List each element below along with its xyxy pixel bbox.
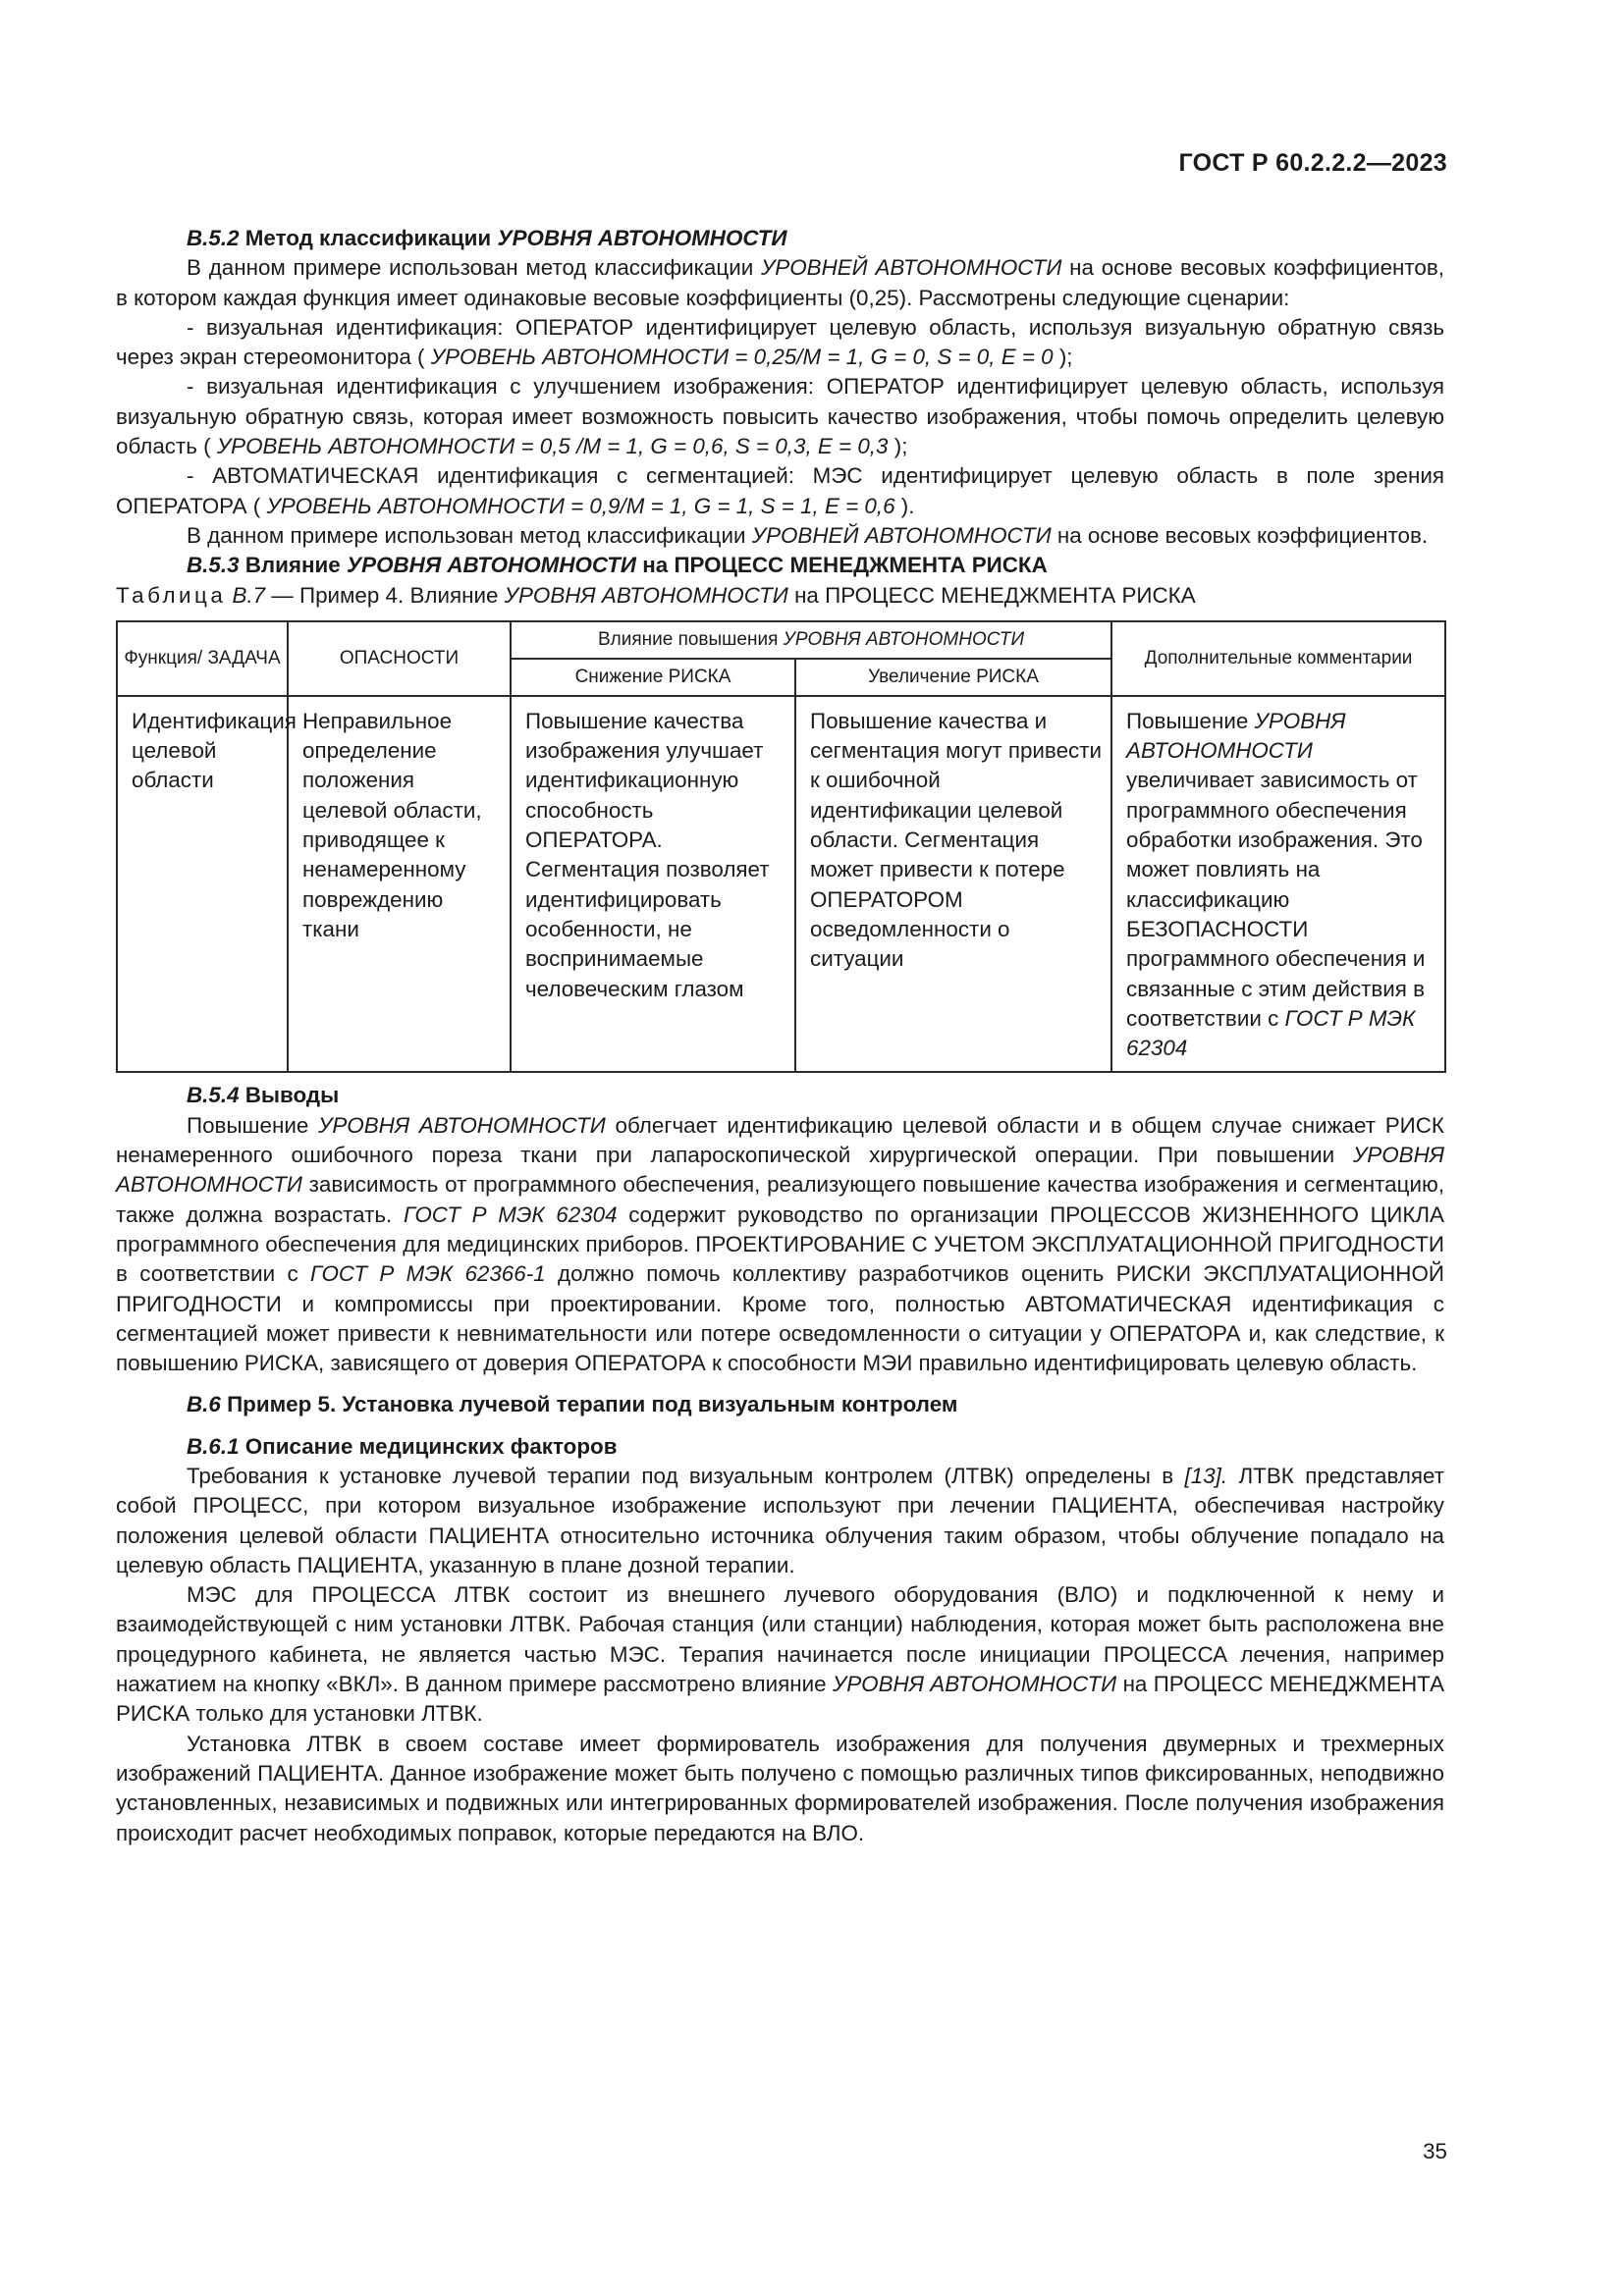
table-header-cell: ОПАСНОСТИ [288, 621, 511, 696]
list-item: - визуальная идентификация с улучшением изображения: ОПЕРАТОР идентифицирует целевую область, используя визуальную обратную связь, которая имеет возможность повысить качество изображения, чтобы помочь определить целевую область ( УРОВЕНЬ АВТОНОМНОСТИ = 0,5 /M = 1, G = 0,6, S = 0,3, E = 0,3 ); [116, 374, 1444, 459]
page-number: 35 [1423, 2139, 1447, 2163]
section-heading-b54: В.5.4 Выводы [187, 1083, 340, 1108]
paragraph: Повышение УРОВНЯ АВТОНОМНОСТИ облегчает идентификацию целевой области и в общем случае снижает РИСК ненамеренного ошибочного пореза ткани при лапароскопической хирургической операции. При повышении УРОВНЯ АВТОНОМНОСТИ зависимость от программного обеспечения, реализующего повышение качества изображения и сегментацию, также должна возрастать. ГОСТ Р МЭК 62304 содержит руководство по организации ПРОЦЕССОВ ЖИЗНЕННОГО ЦИКЛА программного обеспечения для медицинских приборов. ПРОЕКТИРОВАНИЕ С УЧЕТОМ ЭКСПЛУАТАЦИОННОЙ ПРИГОДНОСТИ в соответствии с ГОСТ Р МЭК 62366-1 должно помочь коллективу разработчиков оценить РИСКИ ЭКСПЛУАТАЦИОННОЙ ПРИГОДНОСТИ и компромиссы при проектировании. Кроме того, полностью АВТОМАТИЧЕСКАЯ идентификация с сегментацией может привести к невнимательности или потере осведомленности о ситуации у ОПЕРАТОРА и, как следствие, к повышению РИСКА, зависящего от доверия ОПЕРАТОРА к способности МЭИ правильно идентифицировать целевую область. [116, 1112, 1444, 1376]
table-header-cell: Увеличение РИСКА [795, 659, 1111, 696]
paragraph: Установка ЛТВК в своем составе имеет формирователь изображения для получения двумерных и трехмерных изображений ПАЦИЕНТА. Данное изображение может быть получено с помощью различных типов фиксированных, неподвижно установленных, независимых и подвижных или интегрированных формирователей изображения. После получения изображения происходит расчет необходимых поправок, которые передаются на ВЛО. [116, 1731, 1444, 1845]
section-heading-b6: В.6 Пример 5. Установка лучевой терапии под визуальным контролем [187, 1392, 958, 1417]
standard-header: ГОСТ Р 60.2.2.2—2023 [1178, 149, 1447, 177]
list-item: - визуальная идентификация: ОПЕРАТОР идентифицирует целевую область, используя визуальную обратную связь через экран стереомонитора ( УРОВЕНЬ АВТОНОМНОСТИ = 0,25/M = 1, G = 0, S = 0, E = 0 ); [116, 314, 1444, 370]
paragraph: В данном примере использован метод классификации УРОВНЕЙ АВТОНОМНОСТИ на основе весовых коэффициентов, в котором каждая функция имеет одинаковые весовые коэффициенты (0,25). Рассмотрены следующие сценарии: [116, 255, 1444, 310]
list-item: - АВТОМАТИЧЕСКАЯ идентификация с сегментацией: МЭС идентифицирует целевую область в поле зрения ОПЕРАТОРА ( УРОВЕНЬ АВТОНОМНОСТИ = 0,9/M = 1, G = 1, S = 1, E = 0,6 ). [116, 463, 1444, 518]
table-header-cell: Влияние повышения УРОВНЯ АВТОНОМНОСТИ [511, 621, 1111, 659]
table-caption: Таблица В.7 — Пример 4. Влияние УРОВНЯ АВТОНОМНОСТИ на ПРОЦЕСС МЕНЕДЖМЕНТА РИСКА [116, 582, 1196, 608]
paragraph: Требования к установке лучевой терапии под визуальным контролем (ЛТВК) определены в [13]. ЛТВК представляет собой ПРОЦЕСС, при котором визуальное изображение используют при лечении ПАЦИЕНТА, обеспечивая настройку положения целевой области ПАЦИЕНТА относительно источника облучения таким образом, чтобы облучение попадало на целевую область ПАЦИЕНТА, указанную в плане дозной терапии. [116, 1463, 1444, 1577]
section-heading-b61: В.6.1 Описание медицинских факторов [187, 1433, 618, 1459]
section-heading-b53: В.5.3 Влияние УРОВНЯ АВТОНОМНОСТИ на ПРОЦЕСС МЕНЕДЖМЕНТА РИСКА [187, 553, 1048, 578]
table-cell: Идентификация целевой области [117, 696, 288, 1073]
table-header-cell: Дополнительные комментарии [1111, 621, 1445, 696]
table-header-cell: Снижение РИСКА [511, 659, 795, 696]
paragraph: МЭС для ПРОЦЕССА ЛТВК состоит из внешнего лучевого оборудования (ВЛО) и подключенной к нему и взаимодействующей с ним установки ЛТВК. Рабочая станция (или станции) наблюдения, которая может быть расположена вне процедурного кабинета, не является частью МЭС. Терапия начинается после инициации ПРОЦЕССА лечения, например нажатием на кнопку «ВКЛ». В данном примере рассмотрено влияние УРОВНЯ АВТОНОМНОСТИ на ПРОЦЕСС МЕНЕДЖМЕНТА РИСКА только для установки ЛТВК. [116, 1582, 1444, 1727]
page-content [116, 224, 1444, 1848]
paragraph: В данном примере использован метод классификации УРОВНЕЙ АВТОНОМНОСТИ на основе весовых коэффициентов. [187, 522, 1429, 548]
table-b7 [116, 620, 1446, 1074]
table-cell: Повышение качества и сегментация могут привести к ошибочной идентификации целевой области. Сегментация может привести к потере ОПЕРАТОРОМ осведомленности о ситуации [795, 696, 1111, 1073]
table-header-cell: Функция/ ЗАДАЧА [117, 621, 288, 696]
table-cell: Неправильное определение положения целевой области, приводящее к ненамеренному повреждению ткани [288, 696, 511, 1073]
table-cell: Повышение качества изображения улучшает идентификационную способность ОПЕРАТОРА. Сегментация позволяет идентифицировать особенности, не воспринимаемые человеческим глазом [511, 696, 795, 1073]
section-heading-b52: В.5.2 Метод классификации УРОВНЯ АВТОНОМНОСТИ [187, 226, 787, 250]
table-row [117, 696, 1445, 1073]
table-cell: Повышение УРОВНЯ АВТОНОМНОСТИ увеличивает зависимость от программного обеспечения обработки изображения. Это может повлиять на классификацию БЕЗОПАСНОСТИ программного обеспечения и связанные с этим действия в соответствии с ГОСТ Р МЭК 62304 [1111, 696, 1445, 1073]
